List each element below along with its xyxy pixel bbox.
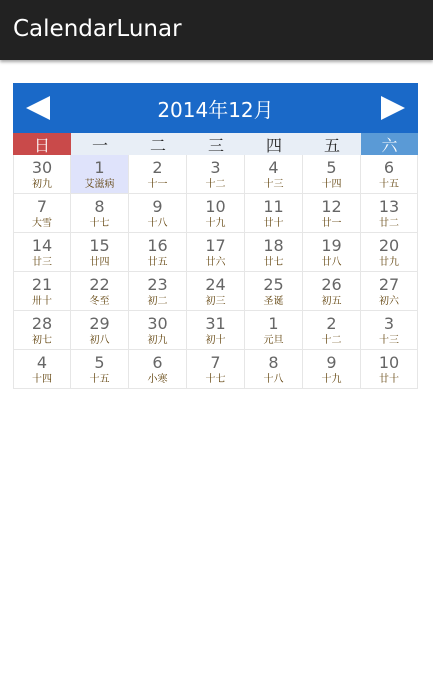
- day-number: 4: [36, 353, 48, 372]
- calendar-day-cell[interactable]: [361, 194, 418, 233]
- day-number: 7: [36, 197, 48, 216]
- day-number: 1: [94, 158, 105, 177]
- day-number: 8: [94, 197, 105, 216]
- lunar-date: 初八: [89, 335, 110, 346]
- lunar-date: 冬至: [89, 296, 110, 307]
- lunar-date: 初三: [205, 296, 226, 307]
- calendar-day-cell[interactable]: [71, 233, 129, 272]
- weekday-tuesday: 二: [129, 133, 187, 155]
- calendar-day-cell[interactable]: [13, 233, 71, 272]
- calendar-day-cell[interactable]: [187, 311, 245, 350]
- lunar-date: 十七: [89, 218, 110, 229]
- lunar-date: 初七: [32, 335, 52, 346]
- calendar-day-cell[interactable]: [245, 155, 303, 194]
- calendar-day-cell[interactable]: [71, 311, 129, 350]
- calendar-day-cell[interactable]: [129, 272, 187, 311]
- left-arrow-icon: [24, 95, 52, 121]
- calendar-day-cell[interactable]: [361, 233, 418, 272]
- month-title: 2014年12月: [157, 97, 274, 122]
- calendar-day-cell[interactable]: [303, 311, 361, 350]
- lunar-date: 初十: [205, 335, 226, 346]
- calendar: [13, 83, 418, 389]
- day-number: 19: [321, 236, 342, 255]
- calendar-header: [13, 83, 418, 133]
- day-number: 2: [326, 314, 337, 333]
- lunar-date: 元旦: [263, 335, 284, 346]
- day-number: 16: [147, 236, 168, 255]
- right-arrow-icon: [379, 95, 407, 121]
- calendar-day-cell[interactable]: [303, 233, 361, 272]
- calendar-grid: [13, 155, 418, 389]
- day-number: 18: [263, 236, 284, 255]
- day-number: 12: [321, 197, 342, 216]
- day-number: 3: [383, 314, 395, 333]
- day-number: 10: [378, 353, 400, 372]
- lunar-date: 十九: [321, 374, 342, 385]
- calendar-week-row: [13, 194, 418, 233]
- day-number: 24: [205, 275, 226, 294]
- calendar-day-cell[interactable]: [303, 194, 361, 233]
- weekday-sunday: 日: [13, 133, 71, 155]
- calendar-day-cell[interactable]: [129, 233, 187, 272]
- lunar-date: 十三: [379, 335, 399, 346]
- day-number: 28: [31, 314, 53, 333]
- lunar-date: 廿十: [263, 218, 284, 229]
- calendar-day-cell[interactable]: [129, 311, 187, 350]
- calendar-day-cell[interactable]: [303, 155, 361, 194]
- calendar-week-row: [13, 350, 418, 389]
- calendar-day-cell[interactable]: [187, 350, 245, 389]
- weekday-friday: 五: [303, 133, 361, 155]
- calendar-day-cell[interactable]: [71, 155, 129, 194]
- lunar-date: 艾滋病: [84, 179, 115, 190]
- lunar-date: 廿八: [321, 257, 342, 268]
- day-number: 13: [378, 197, 400, 216]
- calendar-day-cell[interactable]: [245, 194, 303, 233]
- calendar-day-cell[interactable]: [71, 350, 129, 389]
- day-number: 11: [263, 197, 284, 216]
- calendar-day-cell[interactable]: [361, 155, 418, 194]
- calendar-day-cell[interactable]: [303, 272, 361, 311]
- calendar-day-cell[interactable]: [303, 350, 361, 389]
- day-number: 25: [263, 275, 284, 294]
- day-number: 5: [94, 353, 105, 372]
- lunar-date: 廿五: [147, 257, 168, 268]
- calendar-day-cell[interactable]: [71, 194, 129, 233]
- lunar-date: 廿一: [321, 218, 342, 229]
- lunar-date: 十八: [263, 374, 284, 385]
- lunar-date: 十五: [379, 179, 399, 190]
- weekday-wednesday: 三: [187, 133, 245, 155]
- calendar-day-cell[interactable]: [13, 194, 71, 233]
- lunar-date: 十八: [147, 218, 168, 229]
- day-number: 5: [326, 158, 337, 177]
- calendar-day-cell[interactable]: [245, 233, 303, 272]
- lunar-date: 十七: [205, 374, 226, 385]
- calendar-week-row: [13, 311, 418, 350]
- lunar-date: 初五: [321, 296, 342, 307]
- app-title: CalendarLunar: [13, 16, 182, 42]
- day-number: 23: [147, 275, 168, 294]
- calendar-day-cell[interactable]: [245, 272, 303, 311]
- day-number: 7: [210, 353, 221, 372]
- calendar-day-cell[interactable]: [129, 194, 187, 233]
- lunar-date: 廿九: [379, 257, 399, 268]
- lunar-date: 十五: [89, 374, 110, 385]
- day-number: 21: [31, 275, 53, 294]
- lunar-date: 十一: [147, 179, 168, 190]
- lunar-date: 初六: [379, 296, 399, 307]
- lunar-date: 初九: [147, 335, 168, 346]
- prev-month-button[interactable]: [13, 83, 63, 133]
- weekday-saturday: 六: [361, 133, 418, 155]
- day-number: 1: [268, 314, 279, 333]
- calendar-day-cell[interactable]: [187, 272, 245, 311]
- calendar-day-cell[interactable]: [13, 350, 71, 389]
- day-number: 3: [210, 158, 221, 177]
- lunar-date: 大雪: [32, 218, 52, 229]
- day-number: 22: [89, 275, 110, 294]
- day-number: 14: [31, 236, 53, 255]
- day-number: 20: [378, 236, 400, 255]
- calendar-week-row: [13, 233, 418, 272]
- day-number: 8: [268, 353, 279, 372]
- day-number: 17: [205, 236, 226, 255]
- weekday-thursday: 四: [245, 133, 303, 155]
- day-number: 2: [152, 158, 163, 177]
- lunar-date: 十四: [32, 374, 52, 385]
- calendar-day-cell[interactable]: [13, 272, 71, 311]
- weekday-header: [13, 133, 418, 155]
- day-number: 15: [89, 236, 110, 255]
- next-month-button[interactable]: [368, 83, 418, 133]
- calendar-day-cell[interactable]: [13, 155, 71, 194]
- calendar-day-cell[interactable]: [13, 311, 71, 350]
- weekday-monday: 一: [71, 133, 129, 155]
- calendar-day-cell[interactable]: [361, 311, 418, 350]
- calendar-day-cell[interactable]: [361, 272, 418, 311]
- day-number: 30: [31, 158, 53, 177]
- lunar-date: 廿三: [32, 257, 52, 268]
- lunar-date: 廿六: [205, 257, 226, 268]
- day-number: 6: [152, 353, 163, 372]
- lunar-date: 卅十: [32, 296, 52, 307]
- lunar-date: 十二: [321, 335, 342, 346]
- lunar-date: 十四: [321, 179, 342, 190]
- calendar-day-cell[interactable]: [245, 311, 303, 350]
- day-number: 26: [321, 275, 342, 294]
- calendar-day-cell[interactable]: [187, 155, 245, 194]
- lunar-date: 十九: [205, 218, 226, 229]
- lunar-date: 廿十: [379, 374, 399, 385]
- calendar-day-cell[interactable]: [187, 233, 245, 272]
- lunar-date: 廿七: [263, 257, 284, 268]
- lunar-date: 初九: [32, 179, 52, 190]
- day-number: 9: [326, 353, 337, 372]
- lunar-date: 圣诞: [263, 296, 284, 307]
- calendar-day-cell[interactable]: [129, 350, 187, 389]
- calendar-week-row: [13, 155, 418, 194]
- day-number: 29: [89, 314, 110, 333]
- calendar-day-cell[interactable]: [245, 350, 303, 389]
- calendar-day-cell[interactable]: [187, 194, 245, 233]
- day-number: 27: [378, 275, 400, 294]
- lunar-date: 廿四: [89, 257, 110, 268]
- calendar-day-cell[interactable]: [361, 350, 418, 389]
- lunar-date: 小寒: [147, 374, 168, 385]
- lunar-date: 十三: [263, 179, 284, 190]
- day-number: 6: [383, 158, 395, 177]
- calendar-day-cell[interactable]: [129, 155, 187, 194]
- lunar-date: 初二: [147, 296, 168, 307]
- day-number: 30: [147, 314, 168, 333]
- lunar-date: 廿二: [379, 218, 399, 229]
- calendar-day-cell[interactable]: [71, 272, 129, 311]
- day-number: 4: [268, 158, 279, 177]
- app-bar: [0, 0, 433, 60]
- day-number: 10: [205, 197, 226, 216]
- lunar-date: 十二: [205, 179, 226, 190]
- day-number: 9: [152, 197, 163, 216]
- day-number: 31: [205, 314, 226, 333]
- calendar-week-row: [13, 272, 418, 311]
